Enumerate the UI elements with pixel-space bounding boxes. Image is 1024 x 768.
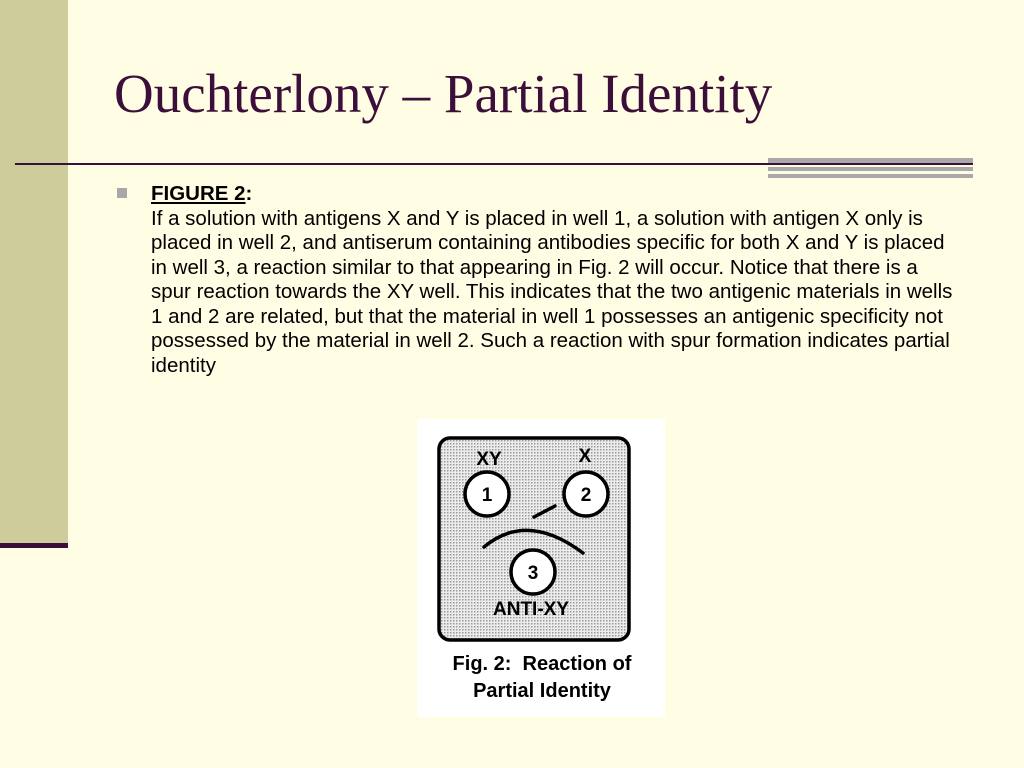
ouchterlony-figure [417,419,665,717]
well-3-number: 3 [527,563,539,584]
slide-title: Ouchterlony – Partial Identity [114,63,773,124]
left-decor-bar [0,543,68,548]
decor-stripe [768,158,973,163]
well-1-number: 1 [481,485,493,506]
figure-caption-line2: Partial Identity [473,680,611,702]
well-1-label: XY [476,449,502,470]
title-rule [15,163,973,165]
bullet-heading [151,182,961,207]
figure-reference: FIGURE 2 [151,182,246,205]
well-2-number: 2 [580,485,592,506]
bullet-square-icon [117,188,127,198]
decor-stripe [768,174,973,178]
bullet-item [151,182,961,378]
figure-caption-line1: Fig. 2: Reaction of [452,653,632,675]
well-2-label: X [578,446,592,467]
heading-colon: : [245,182,253,205]
ouchterlony-diagram [417,419,665,717]
well-3-label: ANTI-XY [493,599,569,620]
left-decor-band [0,0,68,545]
decor-stripe [768,167,973,171]
bullet-body: If a solution with antigens X and Y is placed in well 1, a solution with antigen X only is placed in well 2, and antiserum containing antibodies specific for both X and Y is placed in well 3, a reaction similar to that appearing in Fig. 2 will occur. Notice that there is a spur reaction towards the XY well. This indicates that the two antigenic materials in wells 1 and 2 are related, but that the material in well 1 possesses an antigenic specificity not possessed by the material in well 2. Such a reaction with spur formation indicates partial identity [151,206,953,377]
